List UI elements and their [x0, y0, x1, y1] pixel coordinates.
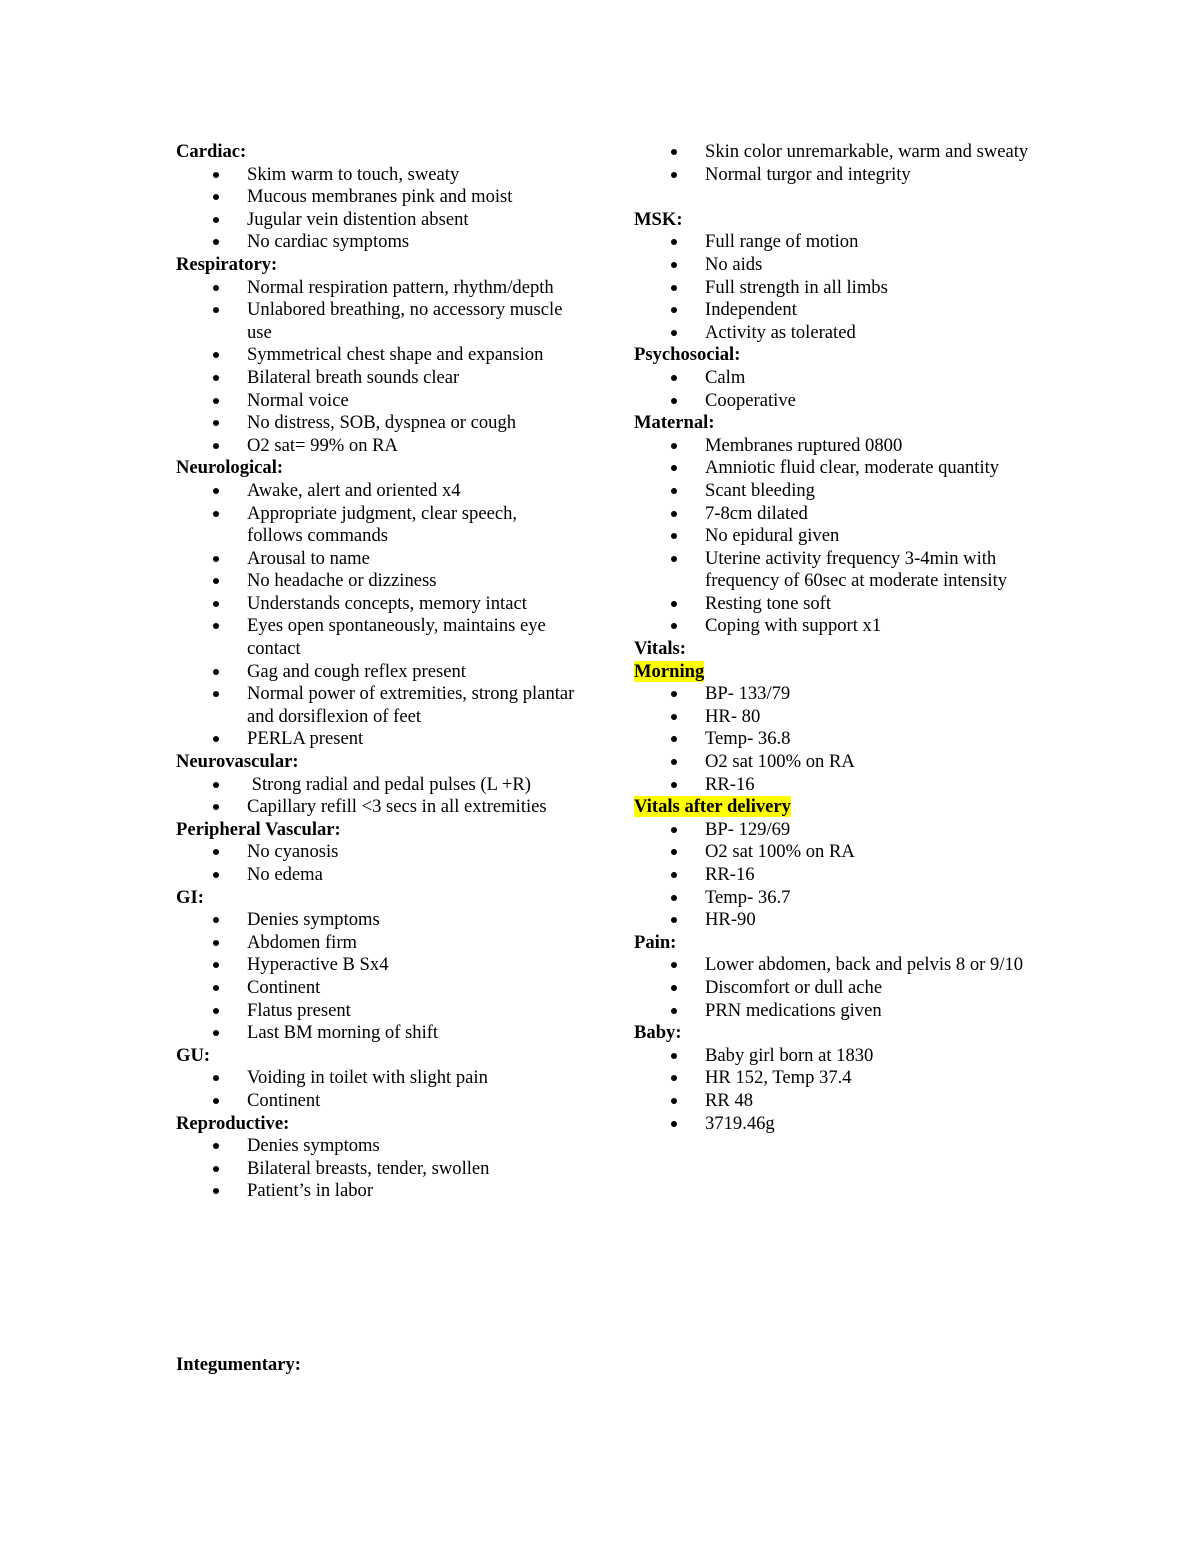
- list-item: No edema: [176, 864, 576, 887]
- spacer: [634, 186, 1034, 209]
- list-item: Normal turgor and integrity: [634, 164, 1034, 187]
- list-item: No epidural given: [634, 525, 1034, 548]
- list-item: Hyperactive B Sx4: [176, 954, 576, 977]
- neurological-list: [176, 480, 576, 751]
- list-item: Unlabored breathing, no accessory muscle use: [176, 299, 576, 344]
- pain-list: [634, 954, 1034, 1022]
- list-item: Continent: [176, 977, 576, 1000]
- cardiac-list: [176, 164, 576, 254]
- list-item: Eyes open spontaneously, maintains eye contact: [176, 615, 576, 660]
- list-item: No cyanosis: [176, 841, 576, 864]
- msk-list: [634, 231, 1034, 344]
- list-item: Resting tone soft: [634, 593, 1034, 616]
- list-item: Bilateral breath sounds clear: [176, 367, 576, 390]
- pain-heading: Pain:: [634, 931, 677, 953]
- baby-list: [634, 1045, 1034, 1135]
- list-item: No aids: [634, 254, 1034, 277]
- list-item: Bilateral breasts, tender, swollen: [176, 1158, 576, 1181]
- list-item: No distress, SOB, dyspnea or cough: [176, 412, 576, 435]
- list-item: Temp- 36.7: [634, 887, 1034, 910]
- neurovascular-heading: Neurovascular:: [176, 751, 299, 773]
- neurovascular-list: [176, 774, 576, 819]
- reproductive-heading: Reproductive:: [176, 1112, 290, 1134]
- list-item: Coping with support x1: [634, 615, 1034, 638]
- list-item: Calm: [634, 367, 1034, 390]
- list-item: O2 sat 100% on RA: [634, 841, 1034, 864]
- baby-heading: Baby:: [634, 1022, 682, 1044]
- integumentary-list: [634, 141, 1034, 186]
- after-delivery-vitals-list: [634, 819, 1034, 932]
- list-item: Continent: [176, 1090, 576, 1113]
- list-item: Independent: [634, 299, 1034, 322]
- list-item: O2 sat= 99% on RA: [176, 435, 576, 458]
- right-column: [634, 141, 1034, 1135]
- peripheral-vascular-list: [176, 841, 576, 886]
- list-item: BP- 129/69: [634, 819, 1034, 842]
- list-item: Uterine activity frequency 3-4min with frequency of 60sec at moderate intensity: [634, 548, 1034, 593]
- reproductive-list: [176, 1135, 576, 1203]
- list-item: HR 152, Temp 37.4: [634, 1067, 1034, 1090]
- list-item: RR-16: [634, 774, 1034, 797]
- list-item: Cooperative: [634, 390, 1034, 413]
- morning-vitals-label: Morning: [634, 660, 705, 682]
- maternal-heading: Maternal:: [634, 412, 715, 434]
- list-item: Abdomen firm: [176, 932, 576, 955]
- peripheral-vascular-heading: Peripheral Vascular:: [176, 818, 341, 840]
- list-item: Last BM morning of shift: [176, 1022, 576, 1045]
- list-item: No cardiac symptoms: [176, 231, 576, 254]
- respiratory-heading: Respiratory:: [176, 253, 278, 275]
- list-item: Denies symptoms: [176, 1135, 576, 1158]
- neurological-heading: Neurological:: [176, 457, 284, 479]
- list-item: Gag and cough reflex present: [176, 661, 576, 684]
- list-item: Skin color unremarkable, warm and sweaty: [634, 141, 1034, 164]
- list-item: Normal voice: [176, 390, 576, 413]
- list-item: Voiding in toilet with slight pain: [176, 1067, 576, 1090]
- respiratory-list: [176, 277, 576, 458]
- maternal-list: [634, 435, 1034, 638]
- left-column: [176, 141, 576, 1203]
- list-item: 3719.46g: [634, 1113, 1034, 1136]
- integumentary-heading: Integumentary:: [176, 1354, 301, 1375]
- list-item: Awake, alert and oriented x4: [176, 480, 576, 503]
- list-item: HR-90: [634, 909, 1034, 932]
- gu-list: [176, 1067, 576, 1112]
- list-item: Baby girl born at 1830: [634, 1045, 1034, 1068]
- list-item: RR-16: [634, 864, 1034, 887]
- list-item: Membranes ruptured 0800: [634, 435, 1034, 458]
- list-item: Normal respiration pattern, rhythm/depth: [176, 277, 576, 300]
- list-item: Amniotic fluid clear, moderate quantity: [634, 457, 1034, 480]
- vitals-heading: Vitals:: [634, 638, 686, 660]
- list-item: Full strength in all limbs: [634, 277, 1034, 300]
- list-item: Full range of motion: [634, 231, 1034, 254]
- list-item: Arousal to name: [176, 548, 576, 571]
- list-item: Jugular vein distention absent: [176, 209, 576, 232]
- list-item: Strong radial and pedal pulses (L +R): [176, 774, 576, 797]
- list-item: Understands concepts, memory intact: [176, 593, 576, 616]
- psychosocial-heading: Psychosocial:: [634, 344, 741, 366]
- list-item: Temp- 36.8: [634, 728, 1034, 751]
- list-item: Capillary refill <3 secs in all extremities: [176, 796, 576, 819]
- list-item: Lower abdomen, back and pelvis 8 or 9/10: [634, 954, 1034, 977]
- list-item: PRN medications given: [634, 1000, 1034, 1023]
- list-item: Scant bleeding: [634, 480, 1034, 503]
- list-item: Patient’s in labor: [176, 1180, 576, 1203]
- gi-heading: GI:: [176, 886, 204, 908]
- list-item: No headache or dizziness: [176, 570, 576, 593]
- list-item: RR 48: [634, 1090, 1034, 1113]
- cardiac-heading: Cardiac:: [176, 141, 247, 162]
- list-item: Appropriate judgment, clear speech, follows commands: [176, 503, 576, 548]
- morning-vitals-list: [634, 683, 1034, 796]
- vitals-after-delivery-label: Vitals after delivery: [634, 796, 791, 818]
- list-item: BP- 133/79: [634, 683, 1034, 706]
- list-item: HR- 80: [634, 706, 1034, 729]
- msk-heading: MSK:: [634, 208, 683, 230]
- list-item: 7-8cm dilated: [634, 503, 1034, 526]
- psychosocial-list: [634, 367, 1034, 412]
- list-item: Denies symptoms: [176, 909, 576, 932]
- list-item: Normal power of extremities, strong plantar and dorsiflexion of feet: [176, 683, 576, 728]
- list-item: O2 sat 100% on RA: [634, 751, 1034, 774]
- list-item: Mucous membranes pink and moist: [176, 186, 576, 209]
- gu-heading: GU:: [176, 1044, 211, 1066]
- list-item: Discomfort or dull ache: [634, 977, 1034, 1000]
- list-item: Skim warm to touch, sweaty: [176, 164, 576, 187]
- gi-list: [176, 909, 576, 1045]
- list-item: Symmetrical chest shape and expansion: [176, 344, 576, 367]
- list-item: Activity as tolerated: [634, 322, 1034, 345]
- list-item: PERLA present: [176, 728, 576, 751]
- list-item: Flatus present: [176, 1000, 576, 1023]
